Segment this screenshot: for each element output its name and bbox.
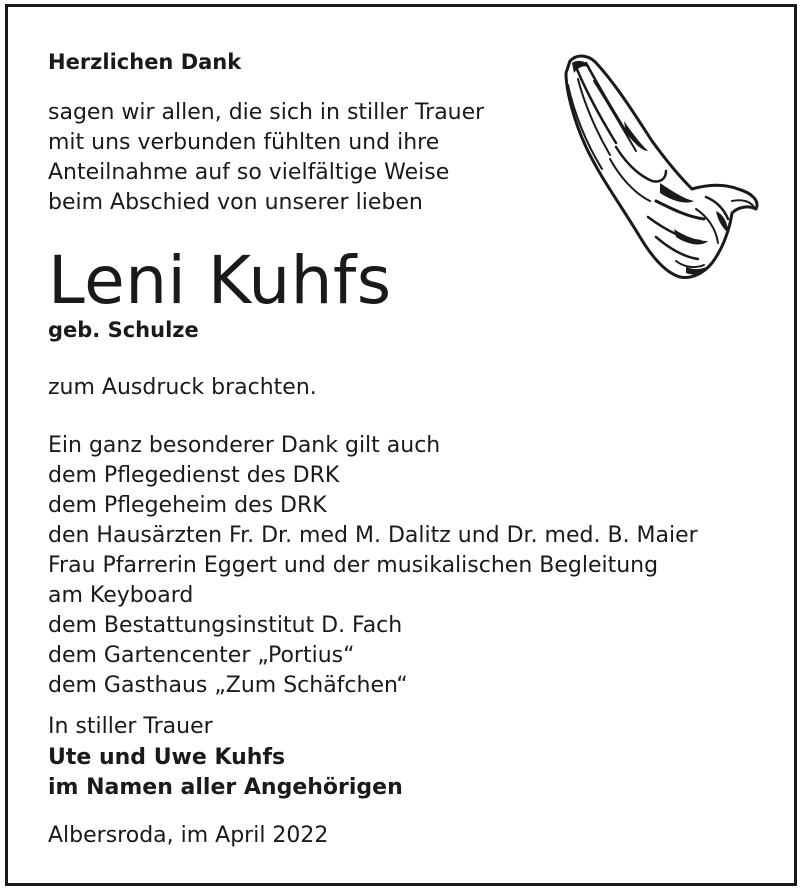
intro-text (48, 98, 484, 218)
obituary-notice (5, 4, 797, 886)
intro-line: mit uns verbunden fühlten und ihre (48, 130, 440, 155)
intro-line: sagen wir allen, die sich in stiller Trauer (48, 100, 485, 125)
thanks-line: den Hausärzten Fr. Dr. med M. Dalitz und Dr. med. B. Maier (48, 523, 698, 548)
thanks-list (48, 431, 698, 701)
place-date: Albersroda, im April 2022 (48, 823, 329, 848)
deceased-name: Leni Kuhfs (48, 242, 392, 319)
thanks-line: am Keyboard (48, 583, 194, 608)
thanks-line: dem Pflegeheim des DRK (48, 493, 327, 518)
intro-line: Anteilnahme auf so vielfältige Weise (48, 160, 450, 185)
expression-text: zum Ausdruck brachten. (48, 375, 317, 400)
thanks-line: dem Pflegedienst des DRK (48, 463, 340, 488)
thanks-line: dem Gartencenter „Portius“ (48, 643, 355, 668)
thanks-line: dem Gasthaus „Zum Schäfchen“ (48, 673, 408, 698)
mourning-label: In stiller Trauer (48, 714, 213, 739)
signature-names: Ute und Uwe Kuhfs (48, 745, 286, 770)
thanks-line: Frau Pfarrerin Eggert und der musikalischen Begleitung (48, 553, 659, 578)
thanks-line: Ein ganz besonderer Dank gilt auch (48, 433, 441, 458)
intro-line: beim Abschied von unserer lieben (48, 190, 423, 215)
heading: Herzlichen Dank (48, 50, 242, 74)
praying-hands-icon (556, 51, 764, 283)
signature-family: im Namen aller Angehörigen (48, 775, 403, 800)
thanks-line: dem Bestattungsinstitut D. Fach (48, 613, 403, 638)
maiden-name: geb. Schulze (48, 318, 199, 342)
